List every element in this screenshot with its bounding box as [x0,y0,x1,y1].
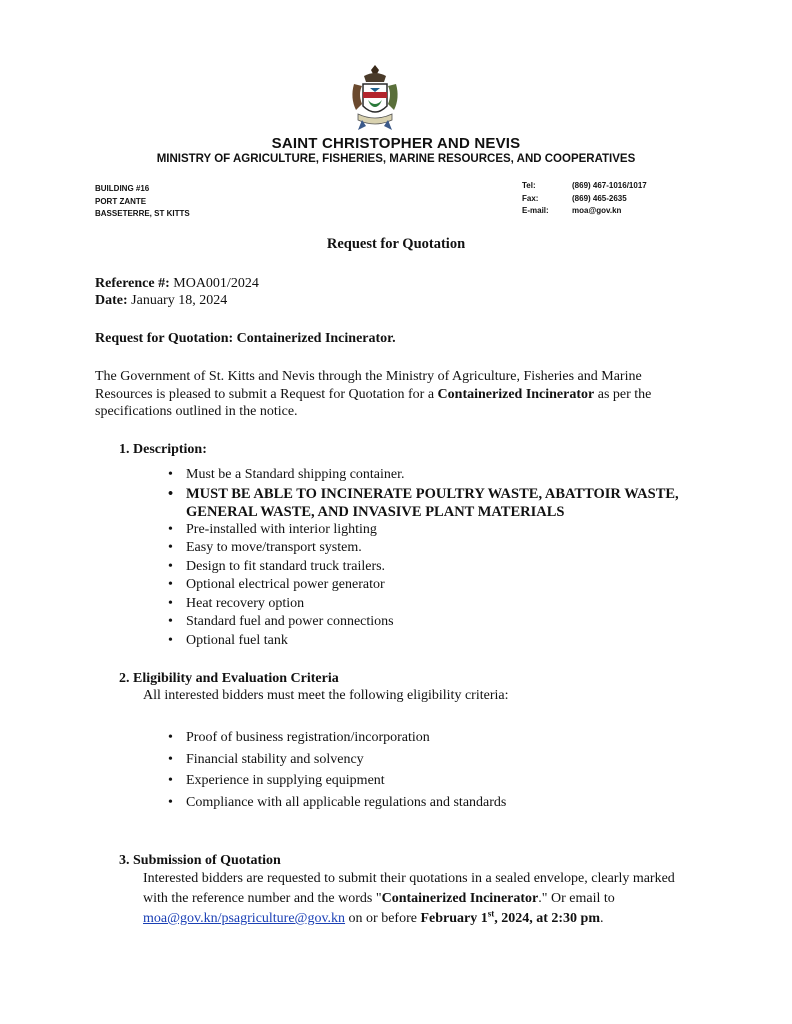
list-item: • Must be a Standard shipping container. [163,466,683,485]
ministry-contacts [522,180,647,218]
bullet-icon: • [168,730,173,745]
date-value: January 18, 2024 [131,293,228,308]
address-line: BUILDING #16 [95,184,150,193]
list-item: • Financial stability and solvency [163,751,683,770]
date-line [95,292,227,310]
intro-bold: Containerized Incinerator [437,386,595,402]
bullet-icon: • [168,614,173,629]
bullet-icon: • [168,794,173,810]
reference-line [95,275,259,293]
subject-line: Request for Quotation: Containerized Incinerator. [95,331,396,346]
contact-label: Tel: [522,181,536,190]
contact-tel [522,180,647,193]
bullet-icon: • [168,521,173,537]
intro-paragraph [95,368,695,421]
ministry-address [95,183,190,221]
address-line: BASSETERRE, ST KITTS [95,209,190,218]
section-eligibility-title: 2. Eligibility and Evaluation Criteria [119,671,339,686]
list-item: • Optional electrical power generator [163,576,683,595]
intro-text: as per the specifications outlined in the notice. [95,386,652,419]
address-line: PORT ZANTE [95,196,147,206]
contact-label: Fax: [522,193,539,203]
contact-value: moa@gov.kn [572,206,622,215]
submission-email-link[interactable]: moa@gov.kn/psagriculture@gov.kn [143,911,346,926]
list-item: • Proof of business registration/incorporation [163,729,683,748]
list-item: • Standard fuel and power connections [163,613,683,632]
reference-label: Reference #: [95,276,170,291]
eligibility-intro: All interested bidders must meet the following eligibility criteria: [143,688,509,703]
intro-text: The Government of St. Kitts and Nevis through the Ministry of Agriculture, Fisheries and Marine Resources is pleased to submit a Request for Quotation for a [95,369,642,402]
description-list [163,466,683,650]
bullet-icon: • [168,485,174,502]
bullet-icon: • [168,467,173,482]
list-item: • Experience in supplying equipment [163,772,683,791]
list-item: • Optional fuel tank [163,632,683,651]
bullet-icon: • [168,632,173,648]
list-item: • Pre-installed with interior lighting [163,521,683,540]
ministry-title: MINISTRY OF AGRICULTURE, FISHERIES, MARINE RESOURCES, AND COOPERATIVES [156,153,636,165]
list-item: • MUST BE ABLE TO INCINERATE POULTRY WASTE, ABATTOIR WASTE, GENERAL WASTE, AND INVASIVE PLANT MATERIALS [168,485,679,520]
bullet-icon: • [168,558,173,574]
submission-paragraph: Interested bidders are requested to submit their quotations in a sealed envelope, clearly marked with the reference number and the words "Containerized Incinerator." Or email to moa@gov.kn/psagriculture@gov.kn on or before February 1st, 2024, at 2:30 pm. [143,871,675,926]
contact-email [522,205,647,218]
contact-fax [522,193,647,206]
eligibility-list [163,729,683,812]
section-submission-title: 3. Submission of Quotation [119,853,281,868]
contact-value: (869) 465-2635 [572,193,627,203]
submission-bold: Containerized Incinerator [381,891,539,906]
submission-deadline: February 1st, 2024, at 2:30 pm [420,908,601,926]
list-item: • Easy to move/transport system. [163,539,683,558]
bullet-icon: • [168,577,173,592]
contact-value: (869) 467-1016/1017 [572,181,647,190]
date-label: Date: [95,293,128,308]
contact-label: E-mail: [522,206,549,215]
bullet-icon: • [168,540,173,555]
document-heading: Request for Quotation [326,236,466,252]
bullet-icon: • [168,751,173,767]
list-item: • Design to fit standard truck trailers. [163,558,683,577]
reference-value: MOA001/2024 [173,276,259,291]
bullet-icon: • [168,595,173,611]
bullet-icon: • [168,773,173,788]
government-title: SAINT CHRISTOPHER AND NEVIS [271,135,521,152]
section-description-title: 1. Description: [119,442,207,457]
coat-of-arms-icon [348,64,402,136]
list-item: • Heat recovery option [163,595,683,614]
list-item: • Compliance with all applicable regulations and standards [163,794,683,813]
